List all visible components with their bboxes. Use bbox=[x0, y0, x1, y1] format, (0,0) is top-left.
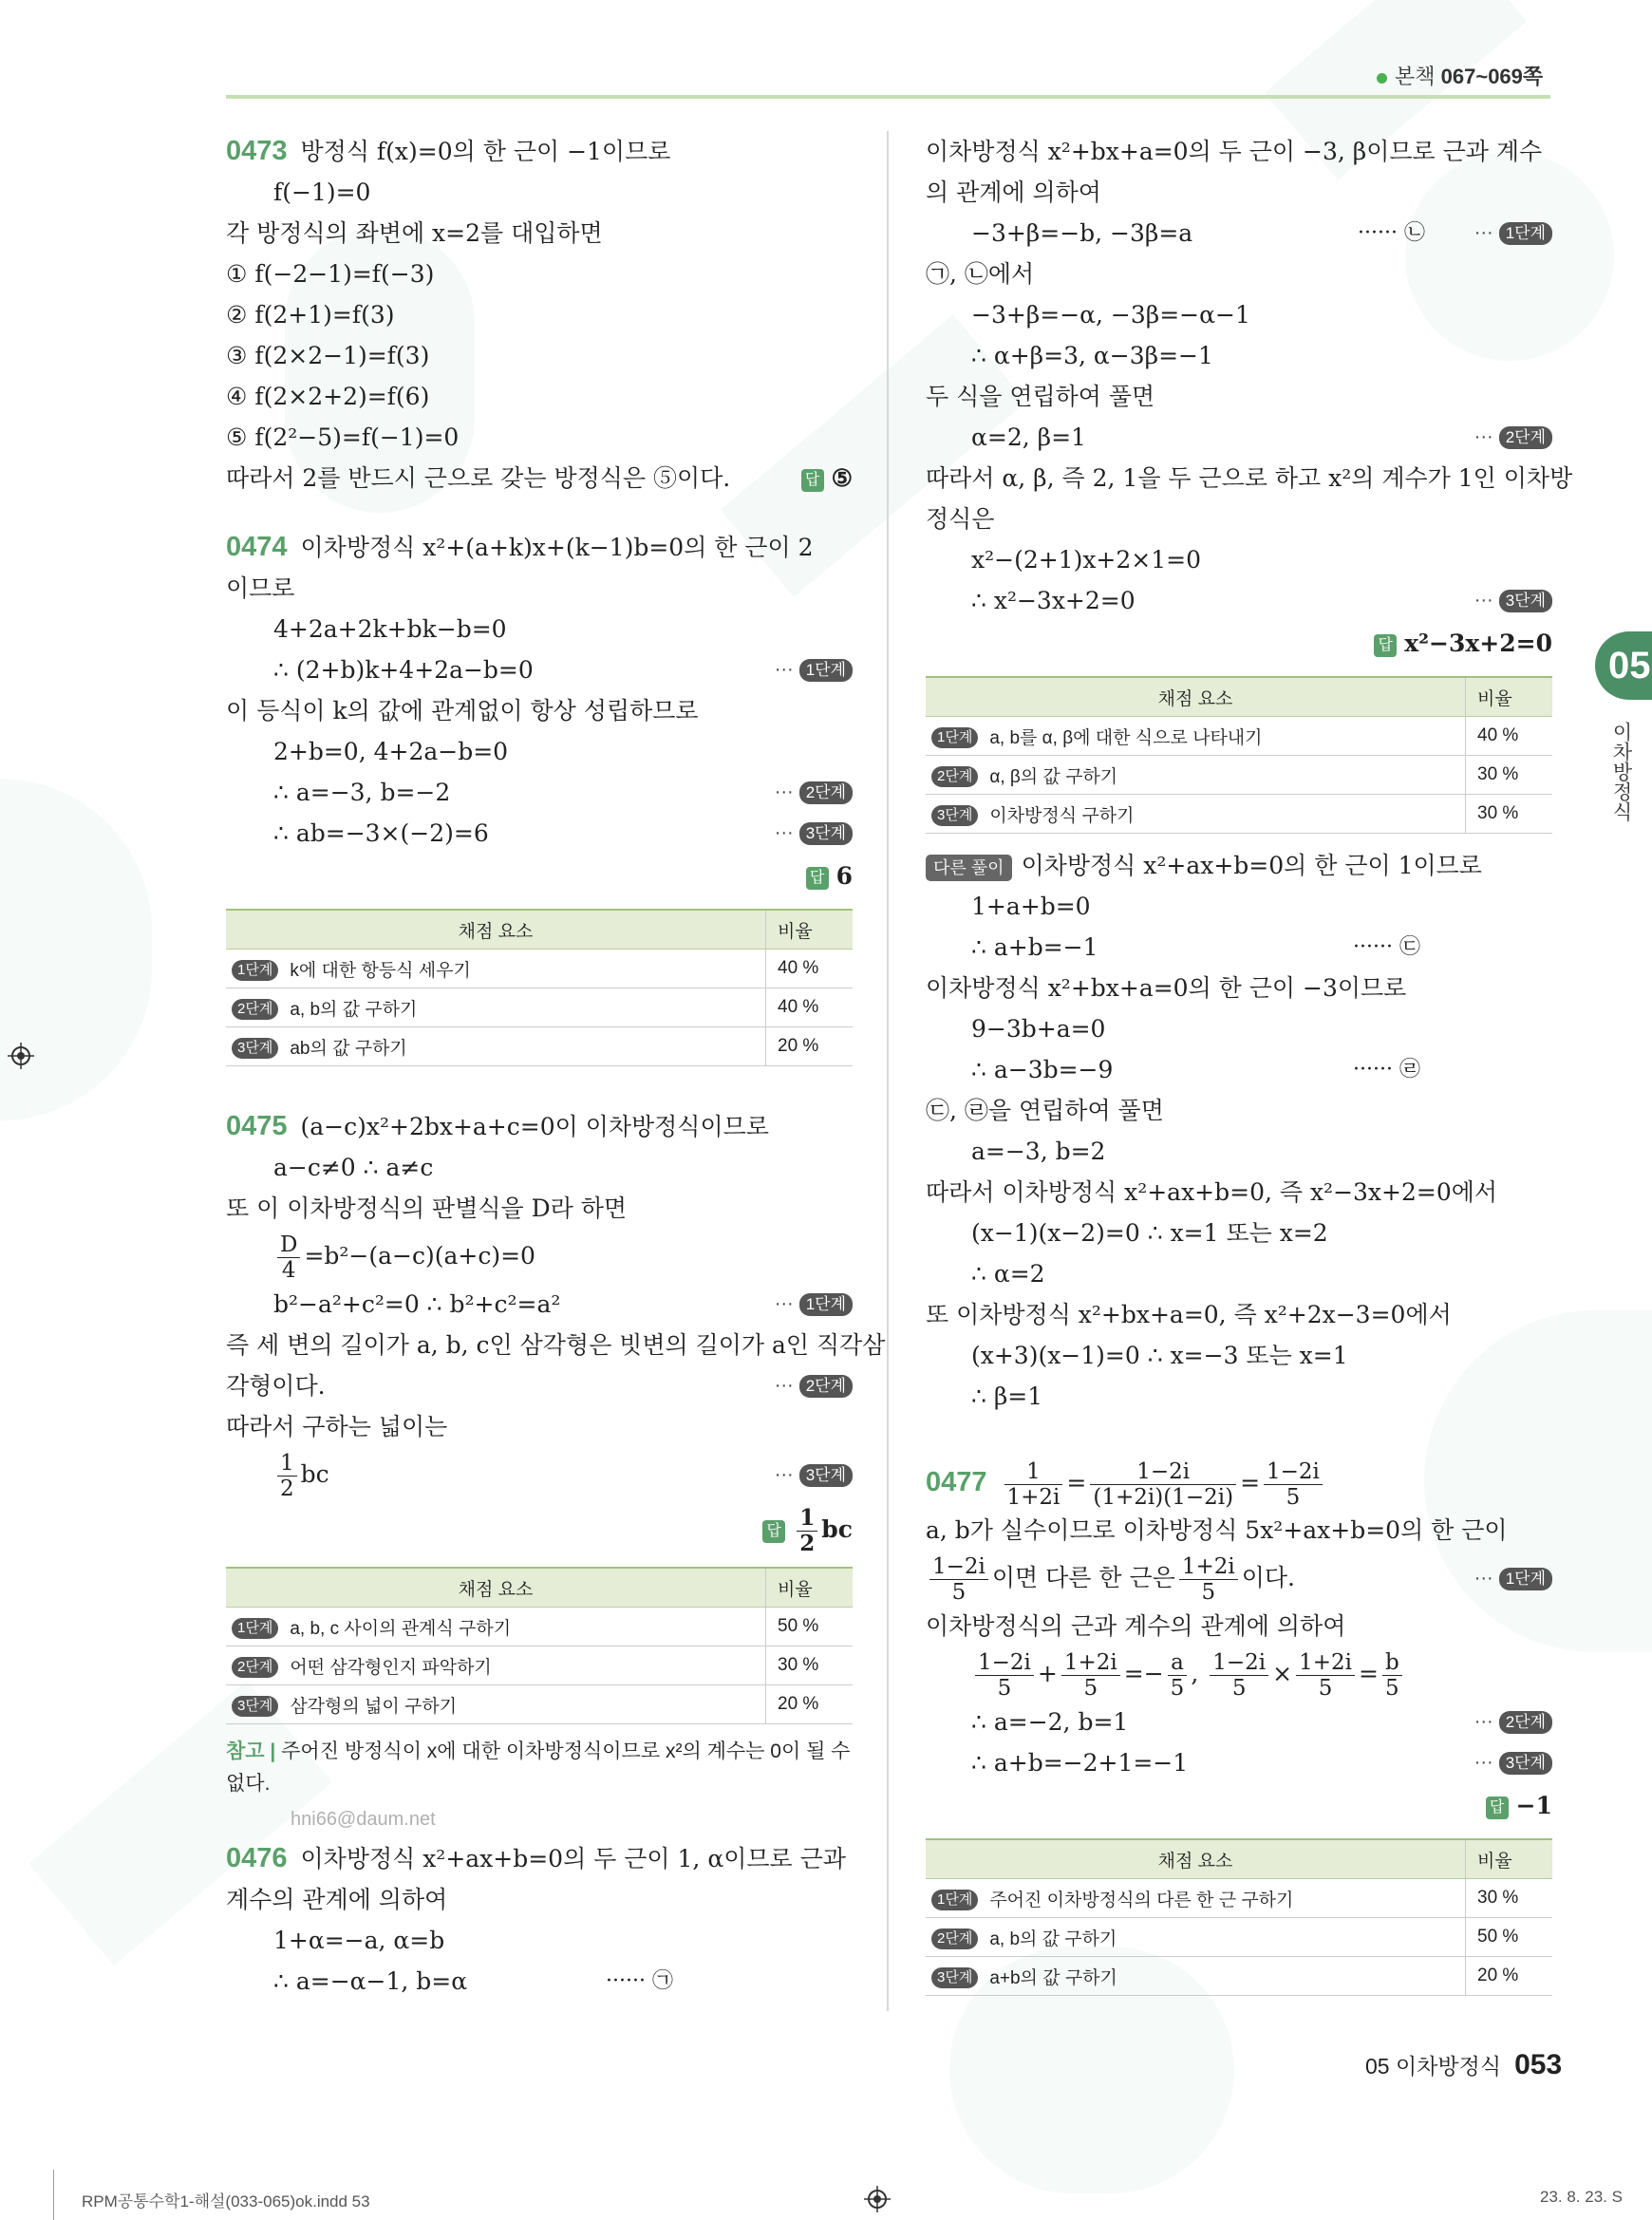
watermark-email: hni66@daum.net bbox=[291, 1809, 436, 1830]
step-marker: ··· 2단계 bbox=[1474, 1702, 1552, 1742]
text-line: 이차방정식 x²+bx+a=0의 한 근이 −3이므로 bbox=[926, 974, 1407, 1002]
table-row: 1단계 주어진 이차방정식의 다른 한 근 구하기 30 % bbox=[926, 1879, 1552, 1918]
problem-number: 0475 bbox=[226, 1111, 288, 1141]
registration-mark-icon bbox=[864, 2186, 891, 2212]
table-row: 2단계 어떤 삼각형인지 파악하기 30 % bbox=[226, 1646, 853, 1685]
table-header: 비율 bbox=[1466, 1839, 1553, 1879]
text-line: 각형이다. ··· 2단계 bbox=[226, 1365, 853, 1406]
math-line: ∴ x²−3x+2=0 ··· 3단계 bbox=[926, 580, 1552, 621]
text-line: 이차방정식 x²+bx+a=0의 두 근이 −3, β이므로 근과 계수 bbox=[926, 138, 1543, 165]
fraction: $\frac{1+2i}{5}$ bbox=[1179, 1554, 1238, 1605]
text-line: 따라서 구하는 넓이는 bbox=[226, 1413, 448, 1440]
problem-number: 0477 bbox=[926, 1467, 987, 1497]
math-line: ∴ a=−2, b=1 ··· 2단계 bbox=[926, 1702, 1552, 1742]
answer: 답 ⑤ bbox=[801, 458, 853, 499]
step-marker: ··· 3단계 bbox=[1474, 580, 1552, 621]
table-header: 채점 요소 bbox=[926, 1839, 1466, 1879]
step-marker: ··· 3단계 bbox=[775, 813, 853, 854]
watermark-shape bbox=[0, 779, 152, 1120]
page-footer: 05 이차방정식 053 bbox=[1365, 2049, 1563, 2080]
step-marker: ··· 2단계 bbox=[775, 1365, 853, 1406]
fraction: $\frac{1-2i}{(1+2i)(1-2i)}$ bbox=[1090, 1459, 1236, 1510]
fraction: $\frac{D}{4}$ bbox=[277, 1232, 300, 1283]
scoring-table-0474 bbox=[226, 909, 853, 1066]
table-row: 2단계 a, b의 값 구하기 50 % bbox=[926, 1918, 1552, 1957]
alt-solution-line: 다른 풀이 이차방정식 x²+ax+b=0의 한 근이 1이므로 bbox=[926, 845, 1552, 886]
math-line: 9−3b+a=0 bbox=[971, 1015, 1106, 1043]
text-line: 의 관계에 의하여 bbox=[926, 179, 1101, 206]
step-marker: ··· 2단계 bbox=[1474, 417, 1552, 458]
text-line: 또 이차방정식 x²+bx+a=0, 즉 x²+2x−3=0에서 bbox=[926, 1301, 1452, 1328]
math-line: ∴ a+b=−1 ······ ㉢ bbox=[971, 933, 1420, 961]
chapter-tab-title: 이차방정식 bbox=[1610, 722, 1632, 821]
math-line: (x+3)(x−1)=0 ∴ x=−3 또는 x=1 bbox=[971, 1342, 1348, 1369]
column-divider bbox=[887, 131, 889, 2011]
text-line: 이 등식이 k의 값에 관계없이 항상 성립하므로 bbox=[226, 697, 699, 724]
alt-solution-badge: 다른 풀이 bbox=[926, 855, 1012, 881]
problem-number: 0474 bbox=[226, 532, 288, 562]
math-line: ② f(2+1)=f(3) bbox=[226, 301, 395, 329]
note: 없다. bbox=[226, 1773, 271, 1795]
scoring-table-0475 bbox=[226, 1567, 853, 1724]
fraction: $\frac{1-2i}{5}$ bbox=[1264, 1459, 1323, 1510]
math-line: ∴ a+b=−2+1=−1 ··· 3단계 bbox=[926, 1742, 1552, 1783]
math-line: f(−1)=0 bbox=[273, 179, 371, 206]
table-header: 채점 요소 bbox=[926, 677, 1466, 717]
fraction: $\frac{1}{2}$ bbox=[277, 1451, 297, 1501]
text-line: ㉠, ㉡에서 bbox=[926, 260, 1035, 288]
math-line: a=−3, b=2 bbox=[971, 1138, 1106, 1165]
text-line: ㉢, ㉣을 연립하여 풀면 bbox=[926, 1097, 1164, 1124]
answer-badge-icon: 답 bbox=[806, 867, 829, 890]
problem-0473-line: 0473 방정식 f(x)=0의 한 근이 −1이므로 bbox=[226, 136, 671, 166]
math-line: ④ f(2×2+2)=f(6) bbox=[226, 383, 430, 410]
fraction: $\frac{b}{5}$ bbox=[1382, 1650, 1402, 1701]
answer-badge-icon: 답 bbox=[762, 1520, 785, 1543]
answer-badge-icon: 답 bbox=[1374, 634, 1397, 657]
math-line: ∴ β=1 bbox=[971, 1383, 1043, 1410]
text-line: 따라서 2를 반드시 근으로 갖는 방정식은 ⑤이다. 답 ⑤ bbox=[226, 458, 853, 499]
table-header: 채점 요소 bbox=[226, 910, 766, 950]
fraction: $\frac{1}{2}$ bbox=[797, 1506, 817, 1556]
math-line: −3+β=−b, −3β=a ······ ㉡ ··· 1단계 bbox=[926, 213, 1552, 254]
math-line: ∴ (2+b)k+4+2a−b=0 ··· 1단계 bbox=[226, 649, 853, 690]
table-row: 3단계 삼각형의 넓이 구하기 20 % bbox=[226, 1685, 853, 1724]
text-line: 각 방정식의 좌변에 x=2를 대입하면 bbox=[226, 219, 603, 247]
math-line: ∴ α=2 bbox=[971, 1260, 1045, 1288]
problem-0475-line: 0475 (a−c)x²+2bx+a+c=0이 이차방정식이므로 bbox=[226, 1111, 769, 1141]
table-row: 3단계 이차방정식 구하기 30 % bbox=[926, 795, 1552, 834]
math-line: a−c≠0 ∴ a≠c bbox=[273, 1154, 434, 1181]
step-marker: ··· 2단계 bbox=[775, 772, 853, 813]
text-line: 이차방정식의 근과 계수의 관계에 의하여 bbox=[926, 1612, 1346, 1640]
problem-number: 0476 bbox=[226, 1843, 288, 1873]
text-line: 즉 세 변의 길이가 a, b, c인 삼각형은 빗변의 길이가 a인 직각삼 bbox=[226, 1331, 886, 1359]
left-column bbox=[226, 131, 886, 2002]
text-line: 이므로 bbox=[226, 574, 295, 602]
math-line: ∴ a=−3, b=−2 ··· 2단계 bbox=[226, 772, 853, 813]
table-row: 3단계 a+b의 값 구하기 20 % bbox=[926, 1957, 1552, 1996]
math-line: ∴ ab=−3×(−2)=6 ··· 3단계 bbox=[226, 813, 853, 854]
answer: 답 $\frac{1}{2}$ bc bbox=[226, 1502, 853, 1557]
math-line: ⑤ f(2²−5)=f(−1)=0 bbox=[226, 423, 460, 451]
fraction: $\frac{1+2i}{5}$ bbox=[1296, 1650, 1355, 1701]
fraction: $\frac{1-2i}{5}$ bbox=[929, 1554, 988, 1605]
right-column bbox=[926, 131, 1573, 2007]
fraction: $\frac{1-2i}{5}$ bbox=[975, 1650, 1034, 1701]
problem-0476-line: 0476 이차방정식 x²+ax+b=0의 두 근이 1, α이므로 근과 bbox=[226, 1843, 846, 1873]
answer: 답 −1 bbox=[926, 1783, 1552, 1829]
answer: 답 x²−3x+2=0 bbox=[926, 621, 1552, 667]
table-header: 비율 bbox=[1466, 677, 1553, 717]
math-line: b²−a²+c²=0 ∴ b²+c²=a² ··· 1단계 bbox=[226, 1284, 853, 1325]
text-line: a, b가 실수이므로 이차방정식 5x²+ax+b=0의 한 근이 bbox=[926, 1516, 1508, 1544]
fraction: $\frac{1-2i}{5}$ bbox=[1210, 1650, 1268, 1701]
problem-0474-line: 0474 이차방정식 x²+(a+k)x+(k−1)b=0의 한 근이 2 bbox=[226, 532, 814, 562]
math-line: 4+2a+2k+bk−b=0 bbox=[273, 615, 507, 643]
step-marker: ··· 1단계 bbox=[775, 1284, 853, 1325]
math-line: ∴ a=−α−1, b=α ······ ㉠ bbox=[273, 1967, 673, 1995]
table-row: 1단계 a, b를 α, β에 대한 식으로 나타내기 40 % bbox=[926, 717, 1552, 756]
math-line: 1+a+b=0 bbox=[971, 893, 1091, 920]
scoring-table-0477 bbox=[926, 1838, 1552, 1996]
text-line: 정식은 bbox=[926, 505, 995, 533]
math-line: α=2, β=1 ··· 2단계 bbox=[926, 417, 1552, 458]
math-line: $\frac{D}{4}$ =b²−(a−c)(a+c)=0 bbox=[226, 1229, 853, 1284]
math-line: ∴ α+β=3, α−3β=−1 bbox=[971, 342, 1213, 369]
table-row: 2단계 a, b의 값 구하기 40 % bbox=[226, 988, 853, 1027]
math-line: (x−1)(x−2)=0 ∴ x=1 또는 x=2 bbox=[971, 1219, 1328, 1247]
note: 참고 | 주어진 방정식이 x에 대한 이차방정식이므로 x²의 계수는 0이 될 수 bbox=[226, 1740, 851, 1762]
text-line: 두 식을 연립하여 풀면 bbox=[926, 383, 1155, 410]
step-marker: ··· 1단계 bbox=[775, 649, 853, 690]
step-marker: ··· 1단계 bbox=[1474, 213, 1552, 254]
problem-number: 0473 bbox=[226, 136, 288, 166]
math-line: 1+α=−a, α=b bbox=[273, 1927, 445, 1954]
table-header: 비율 bbox=[766, 1568, 854, 1608]
math-line: $\frac{1}{2}$ bc ··· 3단계 bbox=[226, 1447, 853, 1502]
text-line: 따라서 α, β, 즉 2, 1을 두 근으로 하고 x²의 계수가 1인 이차방 bbox=[926, 464, 1573, 492]
print-date: 23. 8. 23. S bbox=[1540, 2188, 1623, 2206]
table-header: 비율 bbox=[766, 910, 854, 950]
table-header: 채점 요소 bbox=[226, 1568, 766, 1608]
math-line: $\frac{1-2i}{5}$ 이면 다른 한 근은 $\frac{1+2i}{5}$ 이다. ··· 1단계 bbox=[926, 1551, 1552, 1606]
fraction: $\frac{1}{1+2i}$ bbox=[1004, 1459, 1063, 1510]
math-line: −3+β=−α, −3β=−α−1 bbox=[971, 301, 1250, 329]
math-line: ① f(−2−1)=f(−3) bbox=[226, 260, 435, 288]
answer-badge-icon: 답 bbox=[801, 469, 824, 492]
step-marker: ··· 3단계 bbox=[1474, 1742, 1552, 1783]
chapter-tab: 05 bbox=[1595, 631, 1652, 700]
print-slug: RPM공통수학1-해설(033-065)ok.indd 53 bbox=[82, 2192, 370, 2211]
table-row: 1단계 k에 대한 항등식 세우기 40 % bbox=[226, 950, 853, 988]
math-line: ∴ a−3b=−9 ······ ㉣ bbox=[971, 1056, 1420, 1083]
header-rule bbox=[226, 95, 1550, 99]
math-line: $\frac{1-2i}{5}$ + $\frac{1+2i}{5}$ =− $\frac{a}{5}$ , $\frac{1-2i}{5}$ × $\frac{1+2i}{5}$ = $\frac{b}{5}$ bbox=[926, 1646, 1552, 1702]
table-row: 2단계 α, β의 값 구하기 30 % bbox=[926, 756, 1552, 795]
fraction: $\frac{a}{5}$ bbox=[1168, 1650, 1188, 1701]
text-line: 따라서 이차방정식 x²+ax+b=0, 즉 x²−3x+2=0에서 bbox=[926, 1178, 1498, 1206]
step-marker: ··· 3단계 bbox=[775, 1447, 853, 1502]
table-row: 1단계 a, b, c 사이의 관계식 구하기 50 % bbox=[226, 1608, 853, 1646]
fraction: $\frac{1+2i}{5}$ bbox=[1061, 1650, 1120, 1701]
bullet-dot-icon bbox=[1377, 73, 1387, 84]
text-line: 계수의 관계에 의하여 bbox=[226, 1886, 448, 1913]
page-reference: 본책 067~069쪽 bbox=[1377, 61, 1543, 90]
registration-mark-icon bbox=[8, 1043, 34, 1069]
math-line: x²−(2+1)x+2×1=0 bbox=[971, 546, 1201, 574]
answer: 답 6 bbox=[226, 854, 853, 899]
step-marker: ··· 1단계 bbox=[1474, 1551, 1552, 1606]
scoring-table-0476 bbox=[926, 676, 1552, 834]
math-line: ③ f(2×2−1)=f(3) bbox=[226, 342, 430, 369]
trim-mark bbox=[53, 2170, 54, 2220]
answer-badge-icon: 답 bbox=[1486, 1797, 1509, 1819]
problem-0477-line: 0477 $\frac{1}{1+2i}$ = $\frac{1-2i}{(1+2i)(1-2i)}$ = $\frac{1-2i}{5}$ bbox=[926, 1455, 1552, 1510]
table-row: 3단계 ab의 값 구하기 20 % bbox=[226, 1027, 853, 1066]
text-line: 또 이 이차방정식의 판별식을 D라 하면 bbox=[226, 1195, 628, 1222]
math-line: 2+b=0, 4+2a−b=0 bbox=[273, 738, 509, 765]
